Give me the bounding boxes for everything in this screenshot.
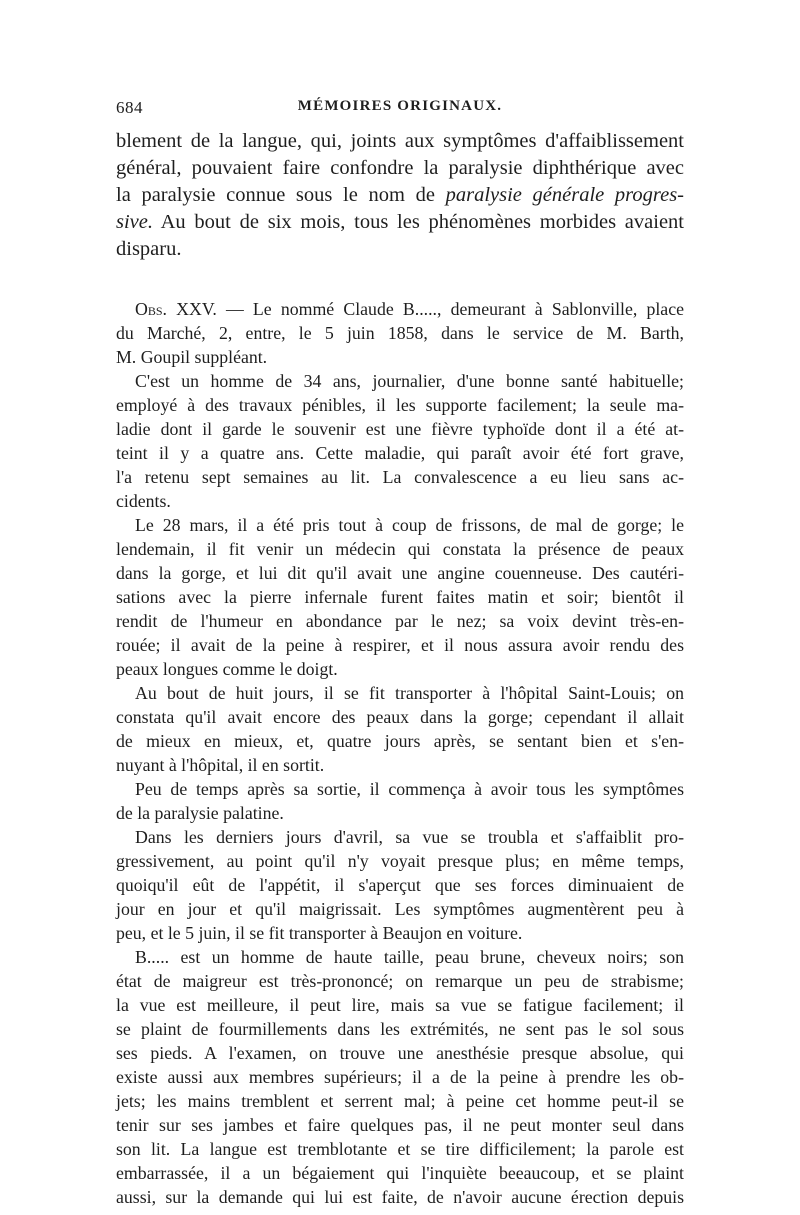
text-line: la vue est meilleure, il peut lire, mais sa vue se fatigue facilement; il xyxy=(116,995,684,1015)
text-line: teint il y a quatre ans. Cette maladie, qui paraît avoir été fort grave, xyxy=(116,443,684,463)
text-line: C'est un homme de 34 ans, journalier, d'une bonne santé habituelle; xyxy=(135,371,684,391)
text-line xyxy=(116,182,684,209)
text-line: du Marché, 2, entre, le 5 juin 1858, dans le service de M. Barth, xyxy=(116,323,684,343)
text-line: son lit. La langue est tremblotante et se tire difficilement; la parole est xyxy=(116,1139,684,1159)
text-line: peu, et le 5 juin, il se fit transporter à Beaujon en voiture. xyxy=(116,923,523,943)
text-line: existe aussi aux membres supérieurs; il a de la peine à prendre les ob- xyxy=(116,1067,684,1087)
text-line: peaux longues comme le doigt. xyxy=(116,659,338,679)
text-line: rouée; il avait de la peine à respirer, et il nous assura avoir rendu des xyxy=(116,635,684,655)
text-line: cidents. xyxy=(116,491,171,511)
text-line: général, pouvaient faire confondre la paralysie diphthérique avec xyxy=(116,157,684,179)
page-number: 684 xyxy=(116,98,143,117)
book-page xyxy=(116,98,684,1209)
text-line: ses pieds. A l'examen, on trouve une anesthésie presque absolue, qui xyxy=(116,1043,684,1063)
running-head xyxy=(116,98,684,122)
text-line: Dans les derniers jours d'avril, sa vue se troubla et s'affaiblit pro- xyxy=(135,827,684,847)
paragraph-decline xyxy=(116,825,684,945)
text-line: Peu de temps après sa sortie, il commença à avoir tous les symptômes xyxy=(135,779,684,799)
text-line: M. Goupil suppléant. xyxy=(116,347,268,367)
text-line: disparu. xyxy=(116,238,182,260)
text-line: l'a retenu sept semaines au lit. La convalescence a eu lieu sans ac- xyxy=(116,467,684,487)
text-line: lendemain, il fit venir un médecin qui constata la présence de peaux xyxy=(116,539,684,559)
text-segment: la paralysie connue sous le nom de xyxy=(116,184,435,206)
text-line: B..... est un homme de haute taille, peau brune, cheveux noirs; son xyxy=(135,947,684,967)
text-line: état de maigreur est très-prononcé; on remarque un peu de strabisme; xyxy=(116,971,684,991)
running-title: MÉMOIRES ORIGINAUX. xyxy=(297,98,503,114)
text-line: de la paralysie palatine. xyxy=(116,803,284,823)
text-line: gressivement, au point qu'il n'y voyait presque plus; en même temps, xyxy=(116,851,684,871)
text-line: sations avec la pierre infernale furent faites matin et soir; bientôt il xyxy=(116,587,684,607)
text-line xyxy=(116,209,684,236)
text-line: embarrassée, il a un bégaiement qui l'inquiète beeaucoup, et se plaint xyxy=(116,1163,684,1183)
text-segment: Au bout de six mois, tous les phénomènes morbides avaient xyxy=(160,211,684,233)
text-line xyxy=(116,297,684,321)
text-line: blement de la langue, qui, joints aux symptômes d'affaiblissement xyxy=(116,130,684,152)
text-line: employé à des travaux pénibles, il les supporte facilement; la seule ma- xyxy=(116,395,684,415)
paragraph-hospital xyxy=(116,681,684,777)
text-line: tenir sur ses jambes et faire quelques pas, il ne peut monter seul dans xyxy=(116,1115,684,1135)
paragraph-examination xyxy=(116,945,684,1209)
observation-label: Obs. XXV. xyxy=(135,299,217,319)
text-segment: — Le nommé Claude B....., demeurant à Sablonville, place xyxy=(225,299,684,319)
text-line: quoiqu'il eût de l'appétit, il s'aperçut que ses forces diminuaient de xyxy=(116,875,684,895)
italic-term: sive. xyxy=(116,211,153,233)
paragraph-history xyxy=(116,369,684,513)
text-line: de mieux en mieux, et, quatre jours après, se sentant bien et s'en- xyxy=(116,731,684,751)
text-line: Au bout de huit jours, il se fit transporter à l'hôpital Saint-Louis; on xyxy=(135,683,684,703)
text-line: aussi, sur la demande qui lui est faite, de n'avoir aucune érection depuis xyxy=(116,1187,684,1207)
italic-term: paralysie générale progres- xyxy=(445,184,684,206)
observation-block xyxy=(116,297,684,1209)
paragraph-onset xyxy=(116,513,684,681)
text-line: jets; les mains tremblent et serrent mal; à peine cet homme peut-il se xyxy=(116,1091,684,1111)
text-line: dans la gorge, et lui dit qu'il avait une angine couenneuse. Des cautéri- xyxy=(116,563,684,583)
text-line: ladie dont il garde le souvenir est une fièvre typhoïde dont il a été at- xyxy=(116,419,684,439)
text-line: nuyant à l'hôpital, il en sortit. xyxy=(116,755,325,775)
text-line: constata qu'il avait encore des peaux dans la gorge; cependant il allait xyxy=(116,707,684,727)
text-line: Le 28 mars, il a été pris tout à coup de frissons, de mal de gorge; le xyxy=(135,515,684,535)
text-line: se plaint de fourmillements dans les extrémités, ne sent pas le sol sous xyxy=(116,1019,684,1039)
text-line: rendit de l'humeur en abondance par le nez; sa voix devint très-en- xyxy=(116,611,684,631)
continued-paragraph xyxy=(116,128,684,263)
text-line: jour en jour et qu'il maigrissait. Les symptômes augmentèrent peu à xyxy=(116,899,684,919)
observation-intro xyxy=(116,297,684,369)
paragraph-palatine xyxy=(116,777,684,825)
